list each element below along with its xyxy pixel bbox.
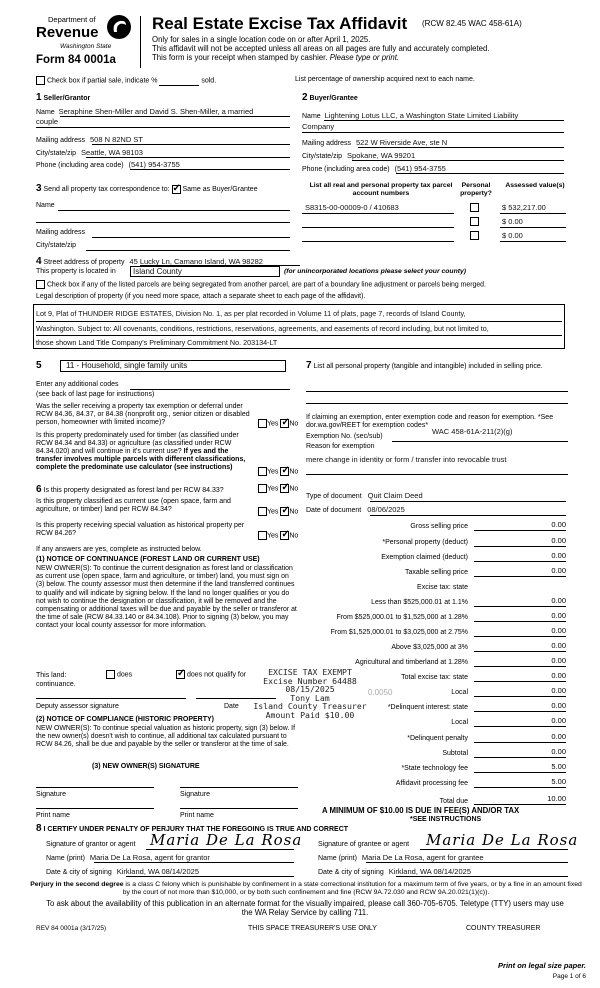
perjury-note [30,881,582,897]
q-historic-answer [258,531,298,540]
land-does-option [106,670,132,679]
doc-date-field[interactable]: 08/06/2025 [367,505,405,514]
timber-no-checkbox[interactable] [280,467,289,476]
perjury-bold: Perjury in the second degree [30,881,124,888]
partial-sale-label: Check box if partial sale, indicate % [46,77,158,85]
buyer-city-field[interactable]: Spokane, WA 99201 [347,151,416,160]
corr-mail-label: Mailing address [36,229,86,236]
certify-section-number: 8 [36,823,42,834]
seller-name-field[interactable]: Seraphine Shen-Miller and David S. Shen-Miller, a married [58,107,254,116]
corr-city-field[interactable] [86,250,290,251]
doc-type-field[interactable]: Quit Claim Deed [367,491,423,500]
no-label: No [289,485,299,493]
use-code-value: 11 - Household, single family units [66,361,188,370]
calc-label: Total due [439,798,468,805]
personal-section-number: 7 [306,360,312,371]
assessed-underline [500,213,566,214]
notice-continuance-title: (1) NOTICE OF CONTINUANCE (FOREST LAND OR CURRENT USE) [36,556,260,563]
deputy-signature-line[interactable] [36,698,186,699]
calc-label: *Delinquent interest: state [387,704,468,711]
yes-label: Yes [267,532,279,540]
calc-label: From $525,000.01 to $1,525,000 at 1.28% [336,614,468,621]
stamp-line: Excise Number 64488 [263,675,357,686]
print-name-line-2[interactable] [180,808,298,809]
buyer-name-label: Name [302,113,321,120]
additional-codes-label: Enter any additional codes [36,381,119,388]
grantee-name-field[interactable]: Maria De La Rosa, agent for grantee [361,853,484,862]
calc-value[interactable]: 0.00 [474,687,566,697]
calc-label: Gross selling price [410,523,468,530]
doc-type-row [306,492,423,501]
parcel-underline [302,227,454,228]
parcel-underline [302,241,454,242]
correspondence-heading [36,183,258,195]
calc-value[interactable]: 0.00 [474,748,566,758]
q-timber-answer [258,467,298,476]
calc-value[interactable]: 5.00 [474,763,566,773]
seller-section-number: 1 [36,92,42,103]
legal-label: Legal description of property (if you need more space, attach a separate sheet to each page of the affidavit). [36,293,366,300]
forest-section-number: 6 [36,484,42,495]
seller-name-label: Name [36,109,55,116]
seller-city-label: City/state/zip [36,150,77,157]
form-title: Real Estate Excise Tax Affidavit [152,14,408,33]
print-name-label-2: Print name [180,812,214,819]
seller-city-field[interactable]: Seattle, WA 98103 [81,148,143,157]
calc-value[interactable]: 0.00 [474,567,566,577]
current-use-question: Is this property classified as current use (open space, farm and agriculture, or timber) land per RCW 84.34? [36,498,231,514]
current-use-no-checkbox[interactable] [280,507,289,516]
treasurer-stamp [240,668,380,720]
use-code-select[interactable] [60,360,286,372]
calc-value[interactable]: 0.00 [474,552,566,562]
buyer-name-field[interactable]: Lightening Lotus LLC, a Washington State Limited Liability [324,111,519,120]
calc-label: Local [451,689,468,696]
logo-dept-text: Department of [48,15,96,24]
additional-codes-note: (see back of last page for instructions) [36,391,155,398]
personal-property-checkbox[interactable] [470,217,479,226]
personal-property-heading [306,360,568,372]
stamp-line: Amount Paid $10.00 [265,710,355,721]
legal-paper-note: Print on legal size paper. [498,961,586,970]
exemption-deferral-question: Was the seller receiving a property tax exemption or deferral under RCW 84.36, 84.37, or 84.38 (nonprofit org., senior citizen or disabled person, homeowner with limited income)? [36,403,250,427]
print-name-label: Print name [36,812,70,819]
page-number: Page 1 of 6 [552,973,586,980]
grantee-date-underline [396,876,568,877]
grantor-signature[interactable]: Maria De La Rosa [150,831,303,849]
header-note-3 [152,54,399,63]
calc-label: Less than $525,000.01 at 1.1% [371,599,468,606]
segregated-row [36,280,576,289]
timber-question-bold: If yes and the transfer involves multiple parcels with different classifications, complete the predominate use calculator (see instructions) [36,448,246,472]
calc-value[interactable]: 0.00 [474,597,566,607]
buyer-phone-underline [396,173,564,174]
grantor-name-field[interactable]: Maria De La Rosa, agent for grantor [89,853,210,862]
parcel-row [302,231,567,243]
minimum-due-note: A MINIMUM OF $10.00 IS DUE IN FEE(S) AND/OR TAX [322,806,520,815]
stamp-line: 08/15/2025 [285,684,335,695]
same-as-buyer-checkbox[interactable] [172,185,181,194]
segregated-checkbox[interactable] [36,280,45,289]
receipt-note: This form is your receipt when stamped by cashier. [152,53,328,62]
seller-name-field-2[interactable]: couple [36,117,59,126]
header-note-2: This affidavit will not be accepted unless all areas on all pages are fully and accurately completed. [152,44,490,53]
correspondence-text: Send all property tax correspondence to: [43,186,170,193]
buyer-phone-label: Phone (including area code) [302,166,390,173]
corr-city-label: City/state/zip [36,242,77,249]
seller-mail-field[interactable]: 508 N 82ND ST [89,135,143,144]
seller-phone-field[interactable]: (541) 954-3755 [128,160,180,169]
street-field[interactable]: 45 Lucky Ln, Camano Island, WA 98282 [129,257,263,266]
seller-mail-label: Mailing address [36,137,86,144]
seller-name-underline [60,116,290,117]
header-divider [140,16,141,68]
grantee-date-label: Date & city of signing [318,869,384,876]
legal-line: Lot 9, Plat of THUNDER RIDGE ESTATES, Division No. 1, as per plat recorded in Volume 11 of plats, page 7, records of Island County, [36,308,562,322]
seller-city-underline [86,157,290,158]
notice-compliance-text: NEW OWNER(S): To continue special valuation as historic property, sign (3) below. If the new owner(s) doesn't wish to continue, all additional tax calculated pursuant to RCW 84.26, shall be due and payable by the seller or transferor at the time of sale. [36,725,296,749]
correspondence-section-number: 3 [36,183,42,194]
historic-no-checkbox[interactable] [280,531,289,540]
county-select[interactable] [130,266,280,277]
signature-label: Signature [36,791,66,798]
parcel-row [302,217,567,229]
local-rate: 0.0050 [368,688,393,697]
if-yes-note: If any answers are yes, complete as instructed below. [36,546,202,553]
corr-name-label: Name [36,202,55,209]
parcel-col-header: List all real and personal property tax parcel account numbers [309,182,453,197]
calc-value[interactable]: 0.00 [474,642,566,652]
this-land-label: This land: [36,672,67,679]
notice-compliance-title: (2) NOTICE OF COMPLIANCE (HISTORIC PROPERTY) [36,716,214,723]
street-section-number: 4 [36,256,42,267]
grantor-date-field[interactable]: Kirkland, WA 08/14/2025 [116,867,199,876]
buyer-phone-field[interactable]: (541) 954-3755 [394,164,446,173]
treasurer-use-label: THIS SPACE TREASURER'S USE ONLY [248,925,377,932]
buyer-title: Buyer/Grantee [309,95,358,102]
logo-revenue-text: Revenue [36,24,99,41]
partial-sale-checkbox[interactable] [36,76,45,85]
parcel-row [302,203,567,215]
use-section-number: 5 [36,360,42,371]
see-instructions-note: *SEE INSTRUCTIONS [410,816,482,823]
forest-no-checkbox[interactable] [280,484,289,493]
seller-title: Seller/Grantor [43,95,91,102]
partial-percent-field[interactable] [159,77,199,86]
grantor-signature-label: Signature of grantor or agent [46,841,136,848]
calc-value[interactable]: 0.00 [474,521,566,531]
yes-label: Yes [267,468,279,476]
timber-yes-checkbox[interactable] [258,467,267,476]
located-label: This property is located in [36,268,116,275]
exemption-question: If claiming an exemption, enter exemption code and reason for exemption. *See dor.wa.gov/REET for exemption codes* [306,414,554,430]
buyer-name-underline-2 [302,132,564,133]
buyer-city-underline [352,160,564,161]
personal-col-header: Personal property? [460,182,492,197]
timber-question [36,432,254,472]
no-label: No [289,468,299,476]
calc-value[interactable]: 0.00 [474,612,566,622]
calc-label: *Personal property (deduct) [382,539,468,546]
corr-name-field[interactable] [58,210,290,211]
deferral-yes-checkbox[interactable] [258,419,267,428]
historic-question: Is this property receiving special valuation as historical property per RCW 84.26? [36,522,245,538]
yes-label: Yes [267,508,279,516]
alternate-format-note: To ask about the availability of this publication in an alternate format for the visually impaired, please call 360-705-6705. Teletype (TTY) users may use the WA Relay Service by calling 711. [46,899,564,918]
print-name-line[interactable] [36,808,154,809]
yes-label: Yes [267,485,279,493]
personal-property-checkbox[interactable] [470,203,479,212]
corr-mail-field[interactable] [92,237,290,238]
reason-label: Reason for exemption [306,443,375,450]
calc-value[interactable]: 0.00 [474,657,566,667]
grantor-name-underline [94,862,294,863]
reason-field[interactable]: mere change in identity or form / transfer into revocable trust [306,455,507,464]
stamp-line: Tony Lam [290,692,330,703]
assessed-value-field[interactable]: $ 532,217.00 [502,203,546,212]
calc-value[interactable]: 10.00 [474,795,566,805]
forest-question-text: Is this property designated as forest land per RCW 84.33? [43,487,224,494]
stamp-line: Island County Treasurer [253,701,367,712]
street-label: Street address of property [43,259,125,266]
header-note-1: Only for sales in a single location code on or after April 1, 2025. [152,35,371,44]
segregated-label: Check box if any of the listed parcels are being segregated from another parcel, are part of a boundary line adjustment or parcels being merged. [46,281,486,289]
notice-continuance-text: NEW OWNER(S): To continue the current designation as forest land or classification as current use (open space, farm and agriculture, or timber) land, you must sign on (3) below. The county assessor must then determine if the land transferred continues to qualify and will indicate by signing below. If the land no longer qualifies or you do not wish to continue the designation or classification, it will be removed and the compensating or additional taxes will be due and payable by the seller or transferor at the time of sale (RCW 84.33.140 or 84.34.108). Prior to signing (3) below, you may contact your local county assessor for more information. [36,565,297,630]
grantee-name-underline [366,862,568,863]
calc-label: Taxable selling price [404,569,468,576]
land-does-label: does [116,671,133,679]
calc-label: Agricultural and timberland at 1.28% [355,659,468,666]
new-owner-signature-title: (3) NEW OWNER(S) SIGNATURE [92,763,200,770]
form-number: Form 84 0001a [36,54,116,66]
certify-title: I CERTIFY UNDER PENALTY OF PERJURY THAT THE FOREGOING IS TRUE AND CORRECT [43,826,349,833]
reason-line-2[interactable] [306,474,568,475]
calc-label: From $1,525,000.01 to $3,025,000 at 2.75% [330,629,468,636]
current-use-yes-checkbox[interactable] [258,507,267,516]
grantee-name-label: Name (print) [318,855,357,862]
exemption-no-field[interactable]: WAC 458-61A-211(2)(g) [432,427,513,436]
no-label: No [289,532,299,540]
land-does-not-option [176,670,246,679]
assessed-value-field[interactable]: $ 0.00 [502,231,523,240]
no-label: No [289,420,299,428]
revision-number: REV 84 0001a (3/17/25) [36,925,107,932]
assessed-col-header: Assessed value(s) [505,182,565,189]
personal-property-line[interactable] [306,391,568,392]
q-deferral-answer [258,419,298,428]
form-rcw: (RCW 82.45 WAC 458-61A) [422,19,522,28]
yes-label: Yes [267,420,279,428]
stamp-line: EXCISE TAX EXEMPT [268,667,352,677]
calc-value[interactable]: 5.00 [474,778,566,788]
grantee-signature-line [420,849,568,850]
seller-phone-label: Phone (including area code) [36,162,124,169]
deputy-signature-label: Deputy assessor signature [36,703,119,710]
new-owner-signature-line-2[interactable] [180,787,298,788]
seller-name-underline-2 [36,127,290,128]
deferral-no-checkbox[interactable] [280,419,289,428]
buyer-heading [302,92,358,104]
ownership-note: List percentage of ownership acquired next to each name. [295,76,475,83]
logo-swirl-icon [106,14,132,40]
doc-date-row [306,506,405,515]
calc-label: Above $3,025,000 at 3% [391,644,468,651]
personal-property-line-2[interactable] [306,403,568,404]
exemption-no-underline [392,441,568,442]
buyer-city-label: City/state/zip [302,153,343,160]
perjury-text: is a class C felony which is punishable by confinement in a state correctional institution for a maximum term of five years, or by a fine in an amount fixed by the court of not more than $10,000, or by both such confinement and fine (RCW 9A.72.030 and RCW 9A.20.021(1)(c)). [122,881,582,897]
calc-label: Local [451,719,468,726]
calc-value[interactable]: 0.00 [474,733,566,743]
grantor-date-underline [126,876,294,877]
legal-line: those shown Land Title Company's Preliminary Commitment No. 203134-LT [36,338,278,347]
land-does-not-label: does not qualify for [186,671,247,679]
type-print-note: Please type or print. [329,53,400,62]
corr-name-field-2[interactable] [36,222,290,223]
grantor-signature-line [146,849,294,850]
buyer-name-field-2[interactable]: Company [302,122,335,131]
calc-label: Total excise tax: state [401,674,468,681]
parcel-underline [302,213,454,214]
calc-value[interactable]: 0.00 [474,672,566,682]
buyer-section-number: 2 [302,92,308,103]
logo-state-text: Washington State [60,43,112,50]
exemption-no-label: Exemption No. (sec/sub) [306,433,383,440]
doc-date-label: Date of document [306,507,362,514]
buyer-name-underline [324,120,564,121]
partial-sale-row [36,76,216,86]
calc-label: *Delinquent penalty [407,735,468,742]
buyer-mail-field[interactable]: 522 W Riverside Ave, ste N [355,138,448,147]
q-current-use-answer [258,507,298,516]
deputy-date-label: Date [224,703,239,710]
grantor-name-label: Name (print) [46,855,85,862]
new-owner-signature-line[interactable] [36,787,154,788]
county-treasurer-label: COUNTY TREASURER [466,925,541,932]
legal-description-box[interactable] [33,304,565,349]
seller-phone-underline [130,169,290,170]
county-value: Island County [133,267,182,276]
timber-question-text: Is this property predominately used for timber (as classified under RCW 84.34 and 84.33) or agriculture (as classified under RCW 84.34.020) and will continue in it's current use? [36,432,239,456]
continuance-label: continuance. [36,681,76,688]
forest-question [36,484,224,496]
legal-line: Washington. Subject to: All covenants, conditions, restrictions, reservations, agreements, and easements of record including, but not limited to, [36,322,562,336]
signature-label-2: Signature [180,791,210,798]
doc-date-underline [370,515,566,516]
calc-label: *State technology fee [401,765,468,772]
forest-yes-checkbox[interactable] [258,484,267,493]
land-does-checkbox[interactable] [106,670,115,679]
additional-codes-field[interactable] [130,389,290,390]
historic-yes-checkbox[interactable] [258,531,267,540]
assessed-underline [500,227,566,228]
buyer-mail-underline [358,147,564,148]
doc-type-label: Type of document [306,493,362,500]
assessed-value-field[interactable]: $ 0.00 [502,217,523,226]
personal-property-text: List all personal property (tangible and intangible) included in selling price. [313,363,543,370]
buyer-mail-label: Mailing address [302,140,352,147]
grantor-date-label: Date & city of signing [46,869,112,876]
assessed-underline [500,241,566,242]
seller-mail-underline [92,144,290,145]
doc-type-underline [370,501,566,502]
personal-property-checkbox[interactable] [470,231,479,240]
no-label: No [289,508,299,516]
calc-label: Affidavit processing fee [395,780,468,787]
grantee-signature[interactable]: Maria De La Rosa [426,831,579,849]
calc-value[interactable]: 0.00 [474,627,566,637]
seller-heading [36,92,90,104]
land-does-not-checkbox[interactable] [176,670,185,679]
partial-sold-label: sold. [201,77,217,85]
grantee-date-field[interactable]: Kirkland, WA 08/14/2025 [388,867,471,876]
q-forest-answer [258,484,298,493]
calc-label: Subtotal [442,750,468,757]
calc-label: Excise tax: state [417,584,468,591]
calc-value[interactable]: 0.00 [474,537,566,547]
same-as-buyer-label: Same as Buyer/Grantee [182,186,258,193]
calc-value[interactable]: 0.00 [474,702,566,712]
parcel-number-field[interactable]: S8315-00-00009-0 / 410683 [305,203,399,212]
calc-value[interactable]: 0.00 [474,717,566,727]
calc-label: Exemption claimed (deduct) [381,554,468,561]
county-note: (for unincorporated locations please select your county) [284,268,467,275]
grantee-signature-label: Signature of grantee or agent [318,841,410,848]
